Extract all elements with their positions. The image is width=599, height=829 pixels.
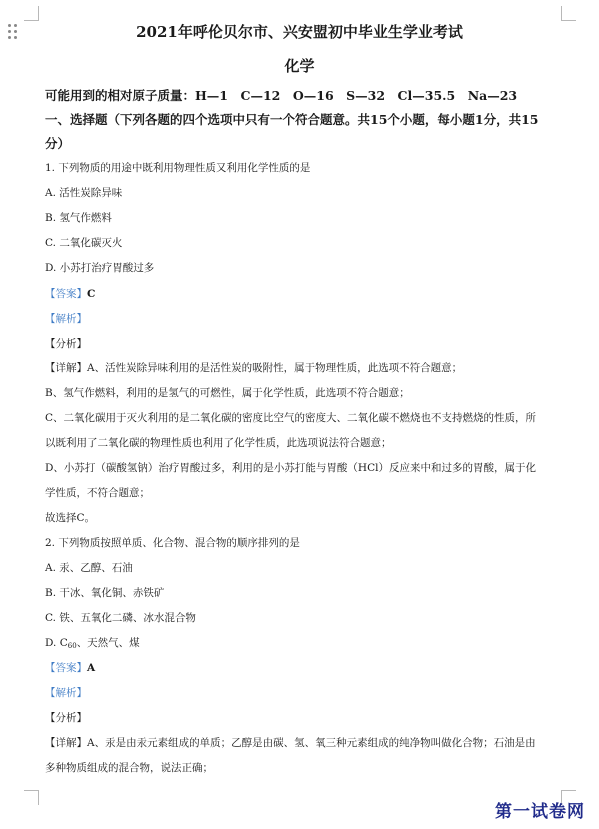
detail-line: 学性质，不符合题意；: [45, 487, 150, 499]
option-d: [45, 636, 140, 653]
option-a: A. 活性炭除异味: [45, 187, 123, 199]
option-a: A. 汞、乙醇、石油: [45, 562, 133, 574]
option-b: B. 干冰、氧化铜、赤铁矿: [45, 587, 165, 599]
detail-text: A、活性炭除异味利用的是活性炭的吸附性，属于物理性质，此选项不符合题意；: [87, 362, 463, 374]
option-d-text: 、天然气、煤: [76, 637, 140, 649]
detail-tag: 【详解】: [45, 362, 87, 374]
answer-value: A: [87, 662, 96, 674]
detail-line: B、氢气作燃料，利用的是氢气的可燃性，属于化学性质，此选项不符合题意；: [45, 387, 410, 399]
option-d: D. 小苏打治疗胃酸过多: [45, 262, 155, 274]
answer-value: C: [87, 288, 96, 300]
detail-line: D、小苏打（碳酸氢钠）治疗胃酸过多，利用的是小苏打能与胃酸（HCl）反应来中和过多的胃酸，属于化: [45, 462, 536, 474]
detail-line: [45, 361, 462, 375]
document-title: 2021年呼伦贝尔市、兴安盟初中毕业生学业考试: [136, 23, 463, 41]
answer-line: [45, 661, 95, 675]
site-watermark: 第一试卷网: [495, 802, 585, 822]
answer-line: [45, 287, 95, 301]
page-corner-mark: [24, 790, 39, 805]
option-c: C. 铁、五氧化二磷、冰水混合物: [45, 612, 196, 624]
detail-text: A、汞是由汞元素组成的单质；乙醇是由碳、氢、氧三种元素组成的纯净物叫做化合物；石油是由: [87, 737, 536, 749]
detail-line: [45, 736, 536, 750]
section-heading: 一、选择题（下列各题的四个选项中只有一个符合题意。共15个小题，每小题1分，共15: [45, 112, 539, 127]
subscript: 60: [67, 642, 77, 650]
detail-tag: 【详解】: [45, 737, 87, 749]
option-c: C. 二氧化碳灭火: [45, 237, 123, 249]
fenxi-tag: 【分析】: [45, 338, 87, 350]
analysis-tag: 【解析】: [45, 313, 87, 325]
option-b: B. 氢气作燃料: [45, 212, 112, 224]
detail-line: 多种物质组成的混合物，说法正确；: [45, 762, 213, 774]
question-stem: 1. 下列物质的用途中既利用物理性质又利用化学性质的是: [45, 162, 311, 174]
answer-tag: 【答案】: [45, 662, 87, 674]
atomic-masses: 可能用到的相对原子质量：H—1 C—12 O—16 S—32 Cl—35.5 Na—23: [45, 88, 518, 103]
detail-line: C、二氧化碳用于灭火利用的是二氧化碳的密度比空气的密度大、二氧化碳不燃烧也不支持燃烧的性质，所: [45, 412, 537, 424]
analysis-tag: 【解析】: [45, 687, 87, 699]
section-heading-cont: 分）: [45, 136, 71, 151]
fenxi-tag: 【分析】: [45, 712, 87, 724]
detail-line: 以既利用了二氧化碳的物理性质也利用了化学性质，此选项说法符合题意；: [45, 437, 392, 449]
page-corner-mark: [24, 6, 39, 21]
answer-tag: 【答案】: [45, 288, 87, 300]
subject-title: 化学: [284, 57, 315, 75]
conclusion: 故选择C。: [45, 512, 96, 524]
option-d-prefix: D. C: [45, 637, 68, 649]
question-stem: 2. 下列物质按照单质、化合物、混合物的顺序排列的是: [45, 537, 300, 549]
page-corner-mark: [561, 6, 576, 21]
